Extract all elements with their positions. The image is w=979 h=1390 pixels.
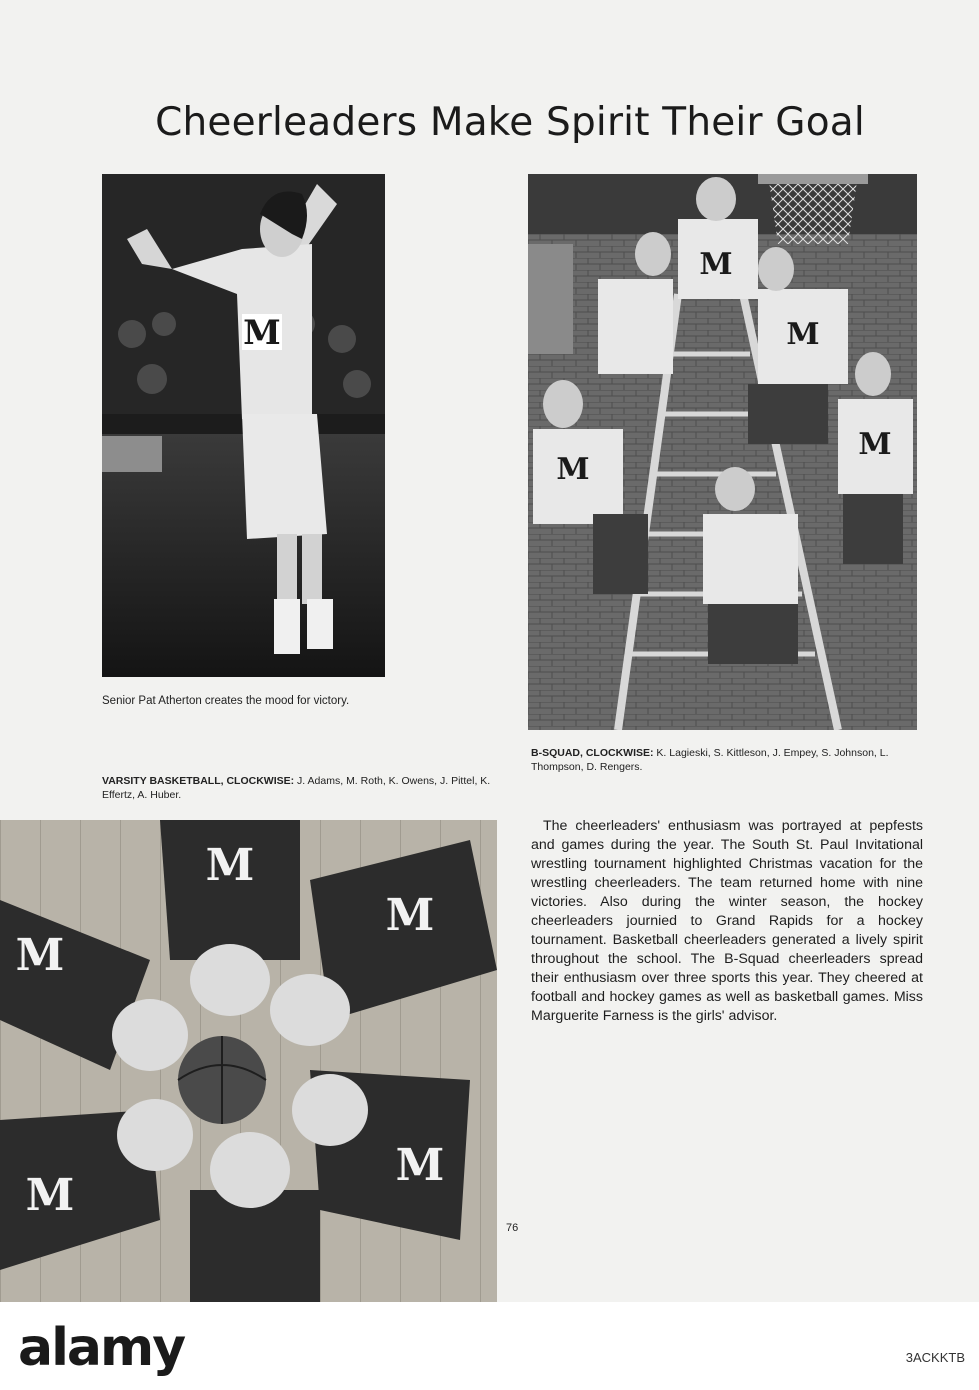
- photo-pat-atherton: [102, 174, 385, 677]
- varsity-letter-1: M: [205, 840, 255, 891]
- stock-watermark-footer: [0, 1302, 979, 1390]
- photo-pat-atherton-illustration: [102, 174, 385, 677]
- caption-varsity-label: VARSITY BASKETBALL, CLOCKWISE:: [102, 775, 295, 787]
- page-number: 76: [506, 1222, 519, 1234]
- photo-varsity-illustration: [0, 820, 497, 1302]
- varsity-letter-2: M: [385, 890, 435, 941]
- caption-varsity: [102, 774, 502, 802]
- article-body: [531, 817, 923, 1026]
- caption-pat-atherton: Senior Pat Atherton creates the mood for victory.: [102, 695, 350, 707]
- caption-bsquad-names: K. Lagieski, S. Kittleson, J. Empey, S. Johnson, L. Thompson, D. Rengers.: [531, 747, 889, 773]
- bsquad-letter-3: M: [858, 427, 892, 462]
- varsity-letter-3: M: [15, 930, 65, 981]
- stock-image-id: 3ACKKTB: [905, 1350, 965, 1365]
- bsquad-letter-1: M: [699, 247, 733, 282]
- caption-varsity-names: J. Adams, M. Roth, K. Owens, J. Pittel, K. Effertz, A. Huber.: [102, 775, 491, 801]
- alamy-logo: alamy: [18, 1318, 185, 1378]
- photo-varsity-basketball: [0, 820, 497, 1302]
- caption-b-squad: [531, 746, 921, 774]
- varsity-letter-4: M: [395, 1140, 445, 1191]
- photo-b-squad-illustration: [528, 174, 917, 730]
- bsquad-letter-4: M: [556, 452, 590, 487]
- caption-bsquad-label: B-SQUAD, CLOCKWISE:: [531, 747, 654, 759]
- page-title: Cheerleaders Make Spirit Their Goal: [155, 100, 865, 145]
- bsquad-letter-2: M: [786, 317, 820, 352]
- varsity-letter-5: M: [25, 1170, 75, 1221]
- pat-sweater-letter: M: [243, 313, 281, 353]
- photo-b-squad: [528, 174, 917, 730]
- article-paragraph: The cheerleaders' enthusiasm was portrayed at pepfests and games during the year. The South St. Paul Invitational wrestling tournament highlighted Christmas vacation for the wrestling cheerleaders. The team returned home with nine victories. Also during the winter season, the hockey cheerleaders journied to Grand Rapids for a hockey tournament. Basketball cheerleaders generated a lively spirit throughout the school. The B-Squad cheerleaders spread their enthusiasm over three sports this year. They cheered at football and hockey games as well as basketball games. Miss Marguerite Farness is the girls' advisor.: [531, 818, 923, 1024]
